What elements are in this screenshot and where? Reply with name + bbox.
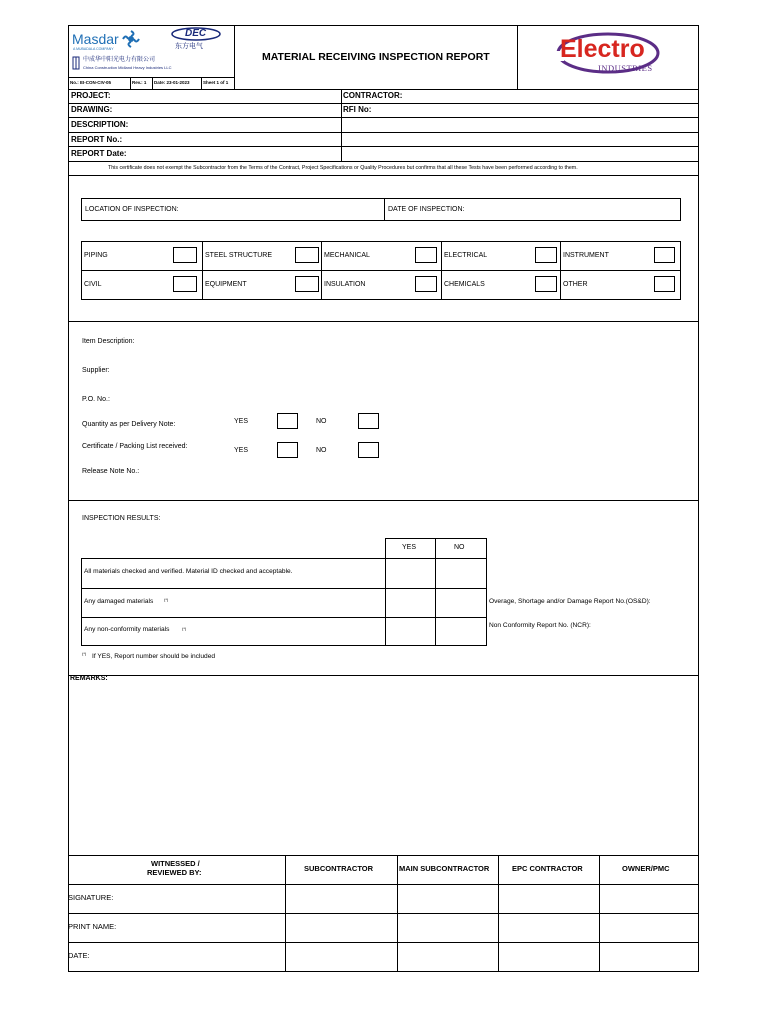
- date-epc-cell[interactable]: [499, 943, 598, 971]
- print-name-owner-cell[interactable]: [600, 914, 698, 942]
- footnote-marker: (*): [82, 651, 87, 656]
- report-no-label: REPORT No.:: [71, 135, 123, 144]
- partner-en-text: China Construction Midland Heavy Industries LLC: [83, 65, 172, 70]
- epc-contractor-header: EPC CONTRACTOR: [512, 864, 583, 873]
- results-col-no: NO: [454, 544, 465, 551]
- quantity-no-checkbox[interactable]: [358, 413, 379, 429]
- signature-label: SIGNATURE:: [68, 893, 114, 902]
- all-materials-yes-cell[interactable]: [386, 559, 435, 588]
- discipline-piping: PIPING: [84, 252, 108, 259]
- dec-logo: [170, 27, 226, 53]
- damaged-no-cell[interactable]: [436, 589, 486, 617]
- discipline-steel-structure: STEEL STRUCTURE: [205, 252, 273, 259]
- owner-pmc-header: OWNER/PMC: [622, 864, 670, 873]
- results-col-yes: YES: [402, 544, 417, 551]
- results-header-box: [385, 538, 487, 559]
- dec-chinese-text: 东方电气: [175, 43, 203, 50]
- damaged-marker: (*): [164, 597, 169, 602]
- signature-owner-cell[interactable]: [600, 885, 698, 913]
- piping-checkbox[interactable]: [173, 247, 197, 263]
- steel-structure-checkbox[interactable]: [295, 247, 319, 263]
- nonconformity-yes-cell[interactable]: [386, 618, 435, 645]
- discipline-civil: CIVIL: [84, 281, 102, 288]
- masdar-tagline: A MUBADALA COMPANY: [73, 47, 114, 51]
- description-label: DESCRIPTION:: [71, 120, 129, 129]
- electro-logo-text: Electro: [560, 35, 645, 63]
- doc-number: No.: EI-CON-CIV-05: [70, 80, 112, 85]
- print-name-main-subcontractor-cell[interactable]: [398, 914, 497, 942]
- subcontractor-header: SUBCONTRACTOR: [304, 864, 374, 873]
- contractor-label: CONTRACTOR:: [343, 91, 403, 100]
- chemicals-checkbox[interactable]: [535, 276, 557, 292]
- discipline-chemicals: CHEMICALS: [444, 281, 485, 288]
- certificate-no-checkbox[interactable]: [358, 442, 379, 458]
- discipline-insulation: INSULATION: [324, 281, 366, 288]
- partner-cn-text: 中成华中阳光电力有限公司: [83, 57, 156, 63]
- doc-sheet: Sheet 1 of 1: [203, 80, 229, 85]
- footnote-text: If YES, Report number should be included: [92, 653, 216, 660]
- discipline-instrument: INSTRUMENT: [563, 252, 609, 259]
- quantity-label: Quantity as per Delivery Note:: [82, 421, 176, 428]
- certificate-note: This certificate does not exempt the Subcontractor from the Terms of the Contract, Project Specifications or Quality Procedures but confirms that all these Tests have been performed according to them.: [108, 165, 578, 171]
- nonconformity-marker: (*): [182, 626, 187, 631]
- partner-emblem-icon: [72, 56, 80, 70]
- report-date-label: REPORT Date:: [71, 149, 127, 158]
- partner-logo: [72, 56, 232, 76]
- discipline-equipment: EQUIPMENT: [205, 281, 247, 288]
- inspection-results-heading: INSPECTION RESULTS:: [82, 515, 161, 522]
- electrical-checkbox[interactable]: [535, 247, 557, 263]
- remarks-label: REMARKS:: [70, 675, 108, 682]
- results-row-nonconformity: Any non-conformity materials: [84, 626, 170, 633]
- signature-main-subcontractor-cell[interactable]: [398, 885, 497, 913]
- mechanical-checkbox[interactable]: [415, 247, 437, 263]
- date-subcontractor-cell[interactable]: [286, 943, 396, 971]
- equipment-checkbox[interactable]: [295, 276, 319, 292]
- electro-sub-text: INDUSTRIES: [598, 63, 653, 73]
- dec-logo-text: DEC: [185, 28, 207, 39]
- other-checkbox[interactable]: [654, 276, 675, 292]
- doc-date: Date: 23-01-2023: [154, 80, 190, 85]
- date-of-inspection-label: DATE OF INSPECTION:: [388, 206, 465, 213]
- po-no-label: P.O. No.:: [82, 396, 110, 403]
- release-note-label: Release Note No.:: [82, 468, 140, 475]
- certificate-no-label: NO: [316, 447, 327, 454]
- drawing-label: DRAWING:: [71, 105, 113, 114]
- masdar-swirl-icon: [122, 30, 140, 48]
- electro-logo: [556, 31, 666, 79]
- civil-checkbox[interactable]: [173, 276, 197, 292]
- masdar-logo: [72, 30, 142, 52]
- quantity-no-label: NO: [316, 418, 327, 425]
- main-subcontractor-header: MAIN SUBCONTRACTOR: [399, 864, 490, 873]
- date-label: DATE:: [68, 951, 90, 960]
- print-name-label: PRINT NAME:: [68, 922, 117, 931]
- certificate-label: Certificate / Packing List received:: [82, 443, 188, 450]
- signature-epc-cell[interactable]: [499, 885, 598, 913]
- print-name-subcontractor-cell[interactable]: [286, 914, 396, 942]
- results-row-damaged: Any damaged materials: [84, 598, 154, 605]
- signature-subcontractor-cell[interactable]: [286, 885, 396, 913]
- date-owner-cell[interactable]: [600, 943, 698, 971]
- certificate-yes-checkbox[interactable]: [277, 442, 298, 458]
- witnessed-label: WITNESSED /: [151, 859, 200, 868]
- project-label: PROJECT:: [71, 91, 111, 100]
- print-name-epc-cell[interactable]: [499, 914, 598, 942]
- ncr-report-label: Non Conformity Report No. (NCR):: [489, 622, 591, 629]
- location-of-inspection-label: LOCATION OF INSPECTION:: [85, 206, 179, 213]
- all-materials-no-cell[interactable]: [436, 559, 486, 588]
- doc-revision: Rev.: 1: [132, 80, 147, 85]
- quantity-yes-label: YES: [234, 418, 249, 425]
- date-main-subcontractor-cell[interactable]: [398, 943, 497, 971]
- discipline-other: OTHER: [563, 281, 588, 288]
- item-description-label: Item Description:: [82, 338, 135, 345]
- remarks-area[interactable]: [69, 686, 698, 854]
- results-row-all-materials: All materials checked and verified. Material ID checked and acceptable.: [84, 568, 293, 575]
- instrument-checkbox[interactable]: [654, 247, 675, 263]
- discipline-mechanical: MECHANICAL: [324, 252, 370, 259]
- quantity-yes-checkbox[interactable]: [277, 413, 298, 429]
- nonconformity-no-cell[interactable]: [436, 618, 486, 645]
- damaged-yes-cell[interactable]: [386, 589, 435, 617]
- discipline-electrical: ELECTRICAL: [444, 252, 488, 259]
- supplier-label: Supplier:: [82, 367, 110, 374]
- insulation-checkbox[interactable]: [415, 276, 437, 292]
- certificate-yes-label: YES: [234, 447, 249, 454]
- rfi-label: RFI No:: [343, 105, 372, 114]
- masdar-logo-text: Masdar: [72, 31, 119, 47]
- osd-report-label: Overage, Shortage and/or Damage Report No.(OS&D):: [489, 598, 651, 605]
- reviewed-by-label: REVIEWED BY:: [147, 868, 202, 877]
- page-title: MATERIAL RECEIVING INSPECTION REPORT: [262, 51, 490, 63]
